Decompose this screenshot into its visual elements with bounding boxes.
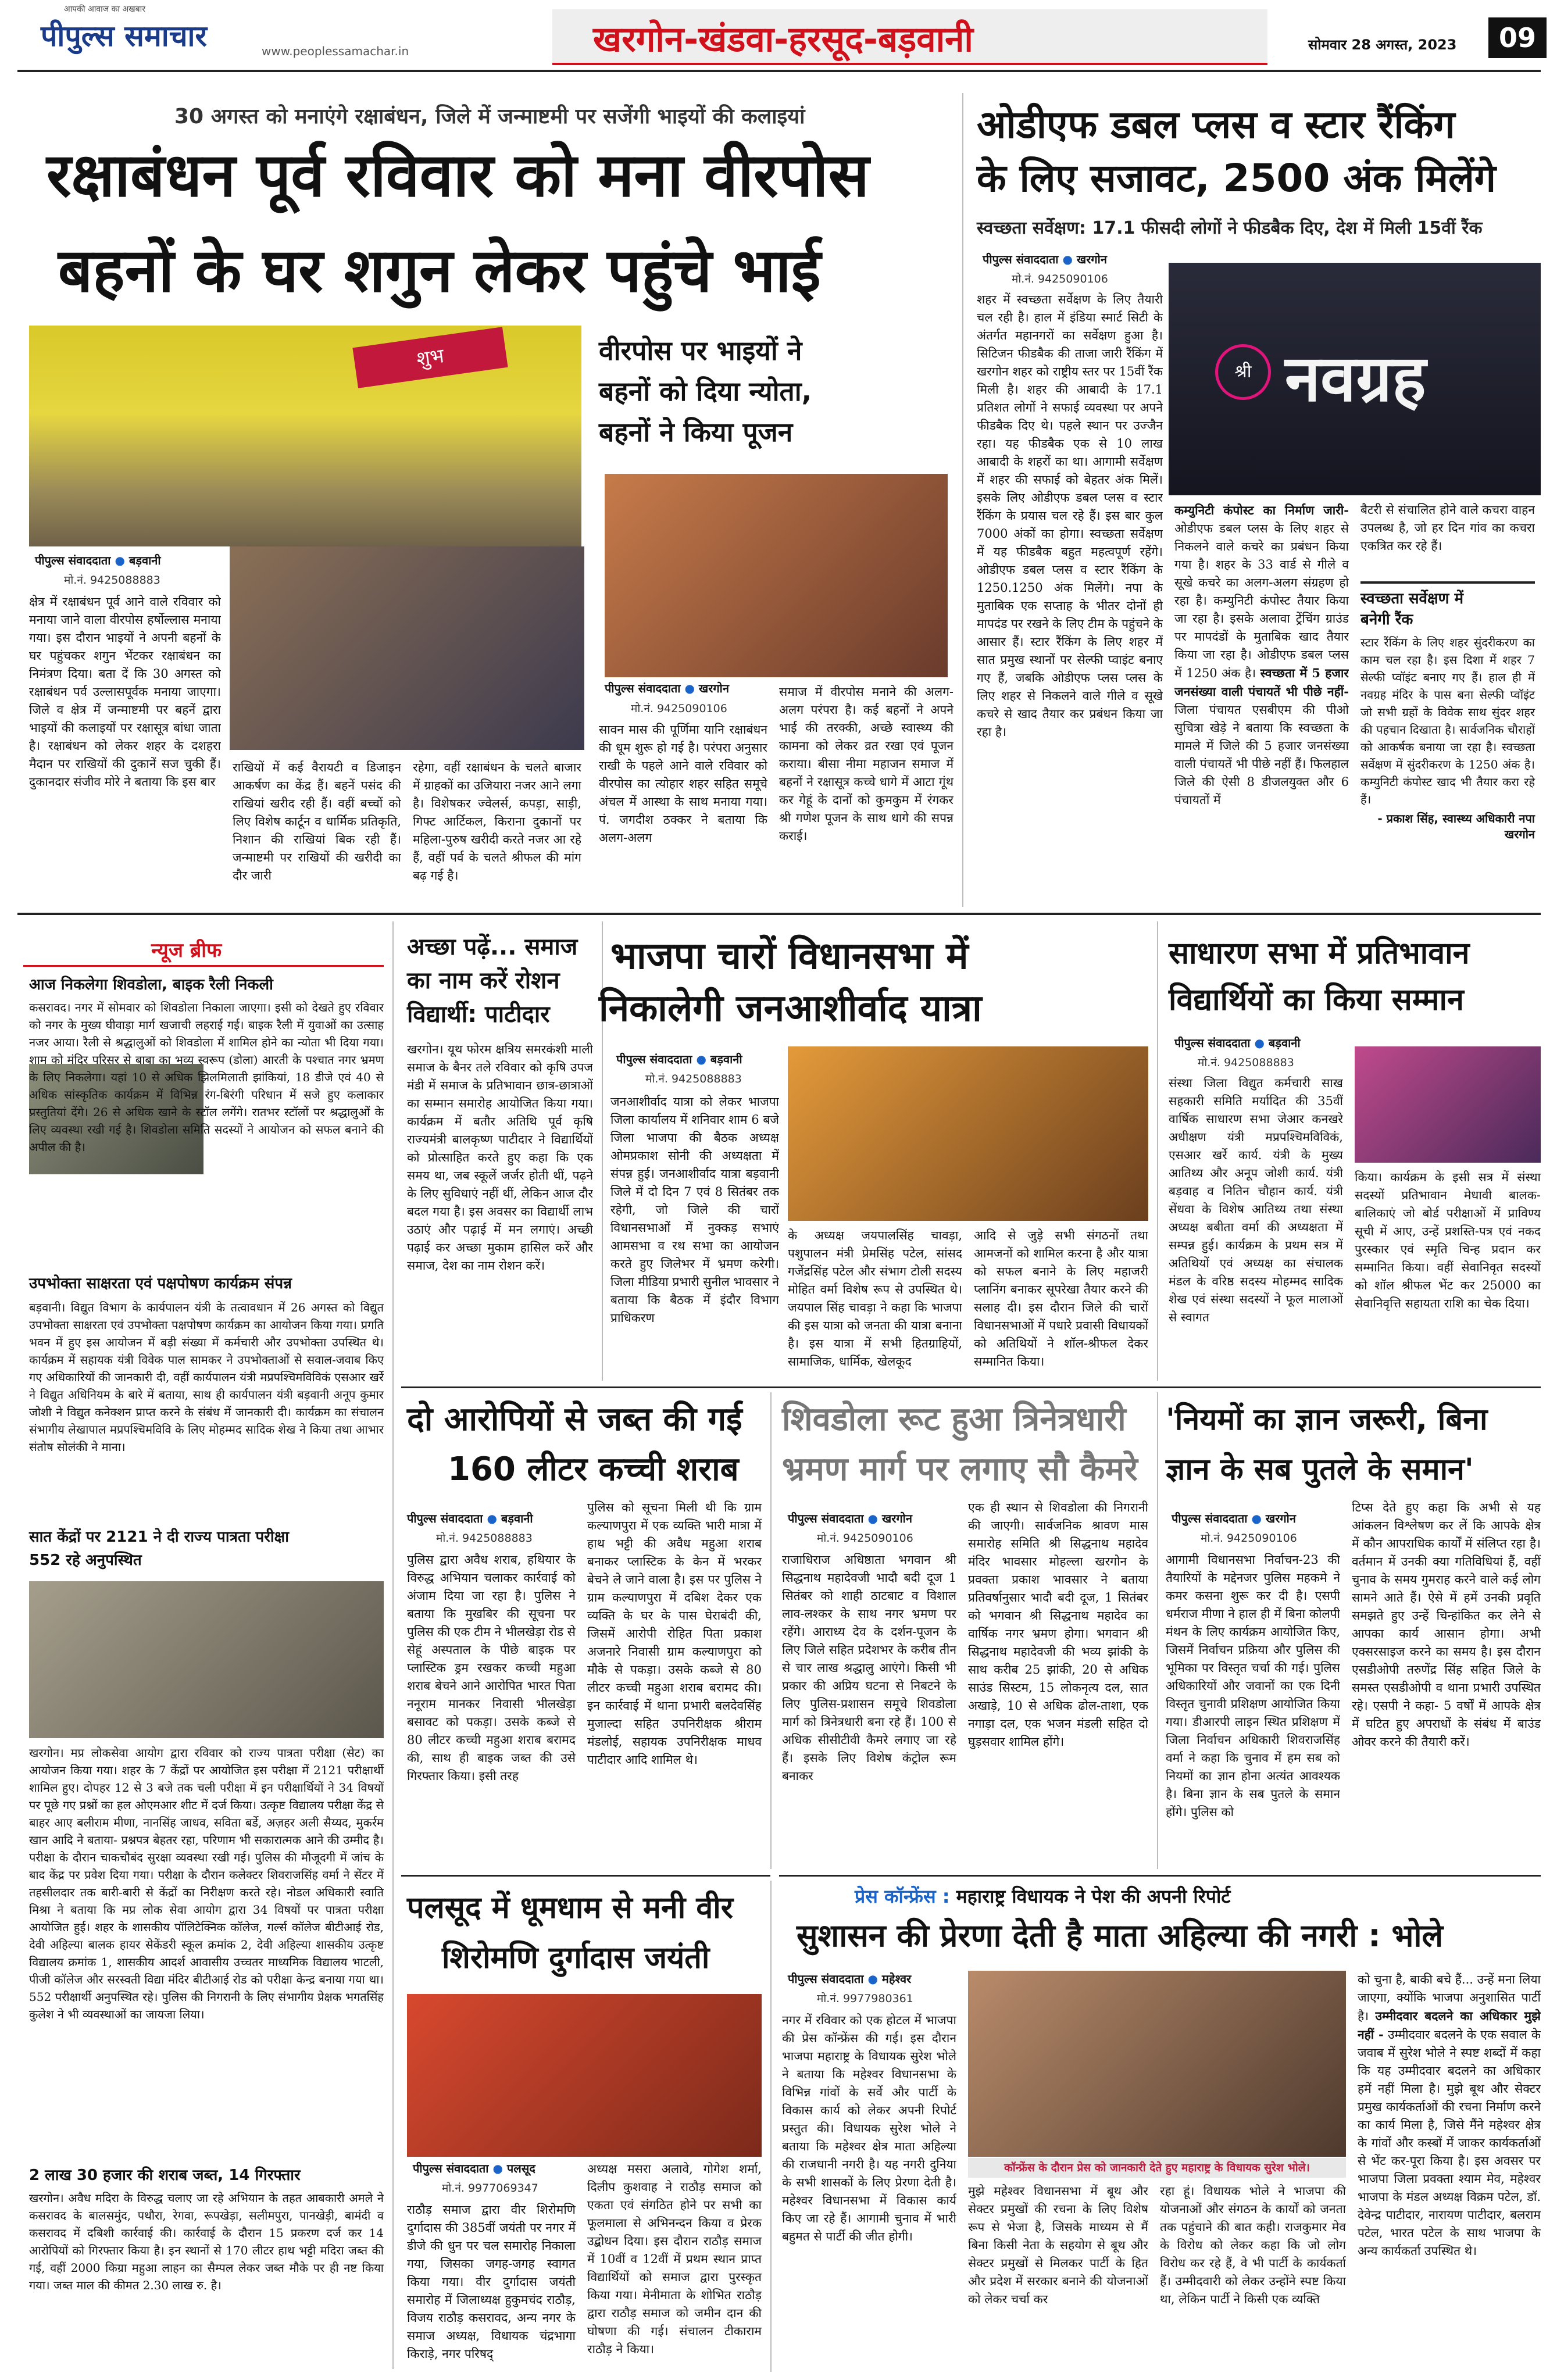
story1-body-col1: क्षेत्र में रक्षाबंधन पूर्व आने वाले रविवार को मनाया जाने वाला वीरपोस हर्षोल्लास मनाया गया। इस दौरान भाइयों ने अपनी बहनों के घर पहुंचकर शगुन भेंटकर रक्षाबंधन का निमंत्रण दिया। बता दें कि 30 अगस्त को रक्षाबंधन पर्व उल्लासपूर्वक मनाया जाएगा। जिले व क्षेत्र में जन्माष्टमी पर बहनें द्वारा भाइयों की कलाइयों पर रक्षासूत्र बांधा जाता है। रक्षाबंधन को लेकर शहर के दशहरा मैदान पर राखियों की दुकानें सज चुकी हैं। दुकानदार संजीव मोरे ने बताया कि इस बार	[29, 595, 221, 789]
story9-title-line2: शिरोमणि दुर्गादास जयंती	[442, 1941, 710, 1975]
story2-title-line1: ओडीएफ डबल प्लस व स्टार रैंकिंग	[977, 102, 1455, 147]
column-divider	[1157, 921, 1158, 1381]
story1-byline	[35, 552, 161, 568]
story6-mobile: मो.नं. 9425088883	[436, 1532, 533, 1545]
brief-p2: बड़वानी। विद्युत विभाग के कार्यपालन यंत्री के तत्वावधान में 26 अगस्त को विद्युत उपभोक्ता साक्षरता एवं उपभोक्ता पक्षपोषण कार्यक्रम का आयोजन किया गया। प्रगति भवन में हुए इस आयोजन में बड़ी संख्या में कर्मचारी और उपभोक्ता उपस्थित थे। कार्यक्रम में सहायक यंत्री विवेक पाल सामकर ने उपभोक्ताओं से सवाल-जवाब किए गए अधिकारियों की जानकारी दी, वहीं कार्यपालन यंत्री मप्रपश्चिमविविकं एसआर खर्रे ने विद्युत अधिनियम के बारे में बताया, साथ ही कार्यपालन यंत्री बड़वानी अनूप कुमार जोशी ने विद्युत कनेक्शन प्राप्त करने के संबंध में जानकारी दी। कार्यक्रम का संचालन संभागीय लेखापाल मप्रपश्चिमविवि के लिए मोहम्मद सादिक शेख ने किया तथा आभार संतोष सोलंकी ने माना।	[29, 1300, 384, 1454]
edition-title: खरगोन-खंडवा-हरसूद-बड़वानी	[593, 19, 973, 60]
story1-photo-sign: शुभ	[352, 327, 508, 388]
story10-title: सुशासन की प्रेरणा देती है माता अहिल्या की नगरी : भोले	[797, 1917, 1444, 1954]
story10-byline-place: महेश्वर	[881, 1972, 912, 1986]
story8-byline-place: खरगोन	[1265, 1511, 1296, 1525]
column-divider	[1157, 1392, 1158, 1869]
story5-byline	[1174, 1035, 1301, 1050]
column-divider	[770, 1392, 772, 1869]
story2-byline-name: पीपुल्स संवाददाता	[983, 252, 1059, 266]
story2-photo-navgrah	[1169, 263, 1541, 495]
story2-body-col2	[1174, 501, 1349, 908]
story1-sub-title-line1: वीरपोस पर भाइयों ने	[599, 335, 802, 366]
story8-mobile: मो.नं. 9425090106	[1201, 1532, 1297, 1545]
story7-byline-place: खरगोन	[881, 1511, 912, 1525]
story2-photo-sign-prefix: श्री	[1215, 344, 1271, 400]
story1-photo-stall	[29, 326, 581, 546]
story2-body-col2b: ओडीएफ डबल प्लस के लिए शहर से निकलने वाले कचरे का प्रबंधन किया गया है। शहर के 33 वार्ड से गीले व सूखे कचरे का अलग-अलग संग्रहण हो रहा है। कम्युनिटी कंपोस्ट तैयार किया जा रहा है। इसके अलावा ट्रेंचिंग ग्राउंड पर मापदंडों के मुताबिक खाद तैयार किया जा रहा है। ओडीएफ डबल प्लस में 1250 अंक है।	[1174, 521, 1349, 680]
story8-body-col2: टिप्स देते हुए कहा कि अभी से यह आंकलन विश्लेषण कर लें कि आपके क्षेत्र में कौन आपराधिक कार्यों में संलिप्त रहा है। वर्तमान में उनकी क्या गतिविधियां हैं, वहीं चुनाव के समय गुमराह करने वाले कई लोग सामने आते हैं। ऐसे में हमें उनकी प्रवृति समझते हुए उन्हें चिन्हांकित कर लेने से आपका कार्य आसान होगा। अभी एक्सरसाइज करने का समय है। इस दौरान एसडीओपी तरुणेंद्र सिंह सहित जिले के समस्त एसडीओपी व थाना प्रभारी उपस्थित रहे। एसपी ने कहा- 5 वर्षों में आपके क्षेत्र में घटित हुए अपराधों के संबंध में बाउंड ओवर करने की तैयारी करें।	[1352, 1500, 1541, 1749]
column-divider	[962, 93, 963, 907]
byline-dot-icon: ●	[1254, 1036, 1265, 1050]
story10-body-col4	[1358, 1971, 1541, 2372]
story5-photo	[1355, 1046, 1541, 1163]
story1-mobile: मो.नं. 9425088883	[64, 574, 160, 587]
story2-byline	[983, 251, 1107, 267]
story9-byline-name: पीपुल्स संवाददाता	[413, 2161, 489, 2175]
story2-deck: स्वच्छता सर्वेक्षण: 17.1 फीसदी लोगों ने फीडबैक दिए, देश में मिली 15वीं रैंक	[977, 218, 1483, 238]
story1-body-col2: राखियों में कई वैरायटी व डिजाइन आकर्षण का केंद्र हैं। बहनें पसंद की राखियां खरीद रही हैं। वहीं बच्चों को लिए विशेष कार्टून व धार्मिक प्रतिकृति, निशान की राखियां बिक रही हैं। जन्माष्टमी पर राखियों की खरीदी का दौर जारी	[233, 760, 401, 882]
masthead-url[interactable]: www.peoplessamachar.in	[262, 44, 409, 58]
story6-title-line2: 160 लीटर कच्ची शराब	[448, 1450, 739, 1488]
brief-h3b: 552 रहे अनुपस्थित	[29, 1552, 142, 1569]
story7-body-col1: राजाधिराज अधिष्ठाता भगवान श्री सिद्धनाथ महादेवजी भादौ बदी दूज 1 सितंबर को शाही ठाटबाट व विशाल लाव-लश्कर के साथ नगर भ्रमण पर रहेंगे। आराध्य देव के दर्शन-पूजन के लिए जिले सहित प्रदेशभर के करीब तीन से चार लाख श्रद्धालु आएंगे। किसी भी प्रकार की अप्रिय घटना से निबटने के लिए पुलिस-प्रशासन समूचे शिवडोला मार्ग को त्रिनेत्रधारी बना रहे हैं। 100 से अधिक सीसीटीवी कैमरे लगाए जा रहे हैं। इसके लिए विशेष कंट्रोल रूम बनाकर	[782, 1553, 956, 1783]
story7-mobile: मो.नं. 9425090106	[817, 1532, 913, 1545]
story1-body-col3: रहेगा, वहीं रक्षाबंधन के चलते बाजार में ग्राहकों का उजियारा नजर आने लगा है। विशेषकर ज्वेलर्स, कपड़ा, साड़ी, गिफ्ट आर्टिकल, किराना दुकानों पर महिला-पुरुष खरीदी करते नजर आ रहे हैं, वहीं पर्व के चलते श्रीफल की मांग बढ़ गई है।	[413, 760, 581, 882]
story5-body-col1: संस्था जिला विद्युत कर्मचारी साख सहकारी समिति मर्यादित की 35वीं वार्षिक साधारण सभा जेआर कनखरे अधीक्षण यंत्री मप्रपश्चिमविविकं, एसआर खर्रे कार्य. यंत्री के मुख्य आतिथ्य और अनूप जोशी कार्य. यंत्री बड़वाह व नितिन चौहान कार्य. यंत्री सेंधवा के विशेष आतिथ्य तथा संस्था अध्यक्ष बबीता वर्मा की अध्यक्षता में सम्पन्न हुई। कार्यक्रम के प्रथम सत्र में अतिथियों एवं अध्यक्ष का संचालक मंडल के वरिष्ठ सदस्य मोहम्मद सादिक शेख एवं संस्था सदस्यों ने फूल मालाओं से स्वागत	[1169, 1076, 1343, 1324]
story6-byline-name: पीपुल्स संवाददाता	[407, 1511, 483, 1525]
story2-box	[1360, 581, 1535, 906]
story2-mobile: मो.नं. 9425090106	[1012, 273, 1108, 285]
masthead	[0, 0, 1557, 69]
byline-dot-icon: ●	[492, 2161, 503, 2175]
byline-dot-icon: ●	[684, 681, 695, 695]
story3-body: खरगोन। यूथ फोरम क्षत्रिय समरकंशी माली समाज के बैनर तले रविवार को कृषि उपज मंडी में समाज के प्रतिभावान छात्र-छात्राओं का सम्मान समारोह आयोजित किया गया। कार्यक्रम में बतौर अतिथि पूर्व कृषि राज्यमंत्री बालकृष्ण पाटीदार ने विद्यार्थियों को प्रोत्साहित करते हुए कहा कि एक समय था, जब स्कूलें जर्जर होती थीं, पढ़ने के लिए सुविधाएं नहीं थीं, लेकिन आज दौर बदल गया है। इस अवसर का विद्यार्थी लाभ उठाएं और पढ़ाई में मन लगाएं। अच्छी पढ़ाई कर अच्छा मुकाम हासिल करें और समाज, देश का नाम रोशन करें।	[407, 1042, 593, 1273]
byline-dot-icon: ●	[1251, 1511, 1262, 1525]
story2-byline-place: खरगोन	[1076, 252, 1107, 266]
story4-body-col2: के अध्यक्ष जयपालसिंह चावड़ा, पशुपालन मंत्री प्रेमसिंह पटेल, सांसद गजेंद्रसिंह पटेल और संभाग टोली सदस्य मोहित वर्मा विशेष रूप से उपस्थित थे। जयपाल सिंह चावड़ा ने कहा कि भाजपा की इस यात्रा को जनता की यात्रा बनाना है। इस यात्रा में सभी हितग्राहियों, सामाजिक, धार्मिक, खेलकूद	[788, 1228, 962, 1368]
story5-title-line2: विद्यार्थियों का किया सम्मान	[1169, 982, 1464, 1017]
story6-body-col1: पुलिस द्वारा अवैध शराब, हथियार के विरुद्ध अभियान चलाकर कार्रवाई को अंजाम दिया जा रहा है। पुलिस ने बताया कि मुखबिर की सूचना पर पुलिस की एक टीम ने भीलखेड़ा रोड से सेहूं अस्पताल के पीछे बाइक पर प्लास्टिक ड्रम रखकर कच्ची महुआ शराब बेचने आने आरोपित भारत पिता ननूराम मानकर निवासी भीलखेड़ा बसावट को पकड़ा। उसके कब्जे से 80 लीटर कच्ची महुआ शराब बरामद की, साथ ही बाइक जब्त की उसे गिरफ्तार किया। इसी तरह	[407, 1553, 576, 1783]
story9-byline-place: पलसूद	[506, 2161, 535, 2175]
story1-sub-title-line2: बहनों को दिया न्योता,	[599, 376, 812, 407]
page-number: 09	[1488, 17, 1547, 58]
story10-photo	[968, 1971, 1346, 2157]
story5-body-col2: किया। कार्यक्रम के इसी सत्र में संस्था सदस्यों प्रतिभावान मेधावी बालक-बालिकाएं जो बोर्ड परीक्षाओं में प्राविण्य सूची में आए, उन्हें प्रशस्ति-पत्र एवं नकद पुरस्कार एवं स्मृति चिन्ह प्रदान कर सम्मानित किया। वहीं सेवानिवृत सदस्यों को शॉल श्रीफल भेंट कर 25000 का सेवानिवृत्ति सहायता राशि का चेक दिया।	[1355, 1170, 1541, 1310]
story10-body-col4a: को चुना है, बाकी बचे हैं... उन्हें मना लिया जाएगा, क्योंकि भाजपा अनुशासित पार्टी है।	[1358, 1972, 1541, 2023]
story6-title-line1: दो आरोपियों से जब्त की गई	[407, 1400, 742, 1438]
story1-sub-byline-place: खरगोन	[698, 681, 729, 695]
byline-dot-icon: ●	[867, 1972, 878, 1986]
story2-box-sign: - प्रकाश सिंह, स्वास्थ्य अधिकारी नपा खरगोन	[1377, 812, 1535, 841]
story2-sub1: कम्युनिटी कंपोस्ट का निर्माण जारी-	[1174, 503, 1349, 517]
story5-byline-place: बड़वानी	[1268, 1036, 1301, 1050]
story10-body-col2: मुझे महेश्वर विधानसभा में बूथ और सेक्टर प्रमुखों की रचना के लिए विशेष रूप से भेजा है, जिसके माध्यम से मैं बिना किसी नेता के सहयोग से बूथ और सेक्टर प्रमुखों से मिलकर पार्टी के हित और प्रदेश में सरकार बनाने की योजनाओं को लेकर चर्चा कर	[968, 2184, 1148, 2306]
story10-kicker	[855, 1884, 1230, 1909]
section-rule	[779, 1875, 1541, 1877]
story10-sub: उम्मीदवार बदलने का अधिकार मुझे नहीं -	[1358, 2009, 1541, 2042]
column-divider	[770, 1881, 772, 2372]
story4-title-line2: निकालेगी जनआशीर्वाद यात्रा	[599, 987, 982, 1030]
story2-title-line2: के लिए सजावट, 2500 अंक मिलेंगे	[977, 156, 1496, 201]
story10-kicker-label: प्रेस कॉन्फ्रेंस :	[855, 1885, 950, 1907]
story4-title-line1: भाजपा चारों विधानसभा में	[610, 935, 969, 978]
story2-box-title-line2: बनेगी रैंक	[1360, 611, 1413, 628]
story4-byline-place: बड़वानी	[710, 1052, 742, 1066]
section-rule	[401, 1386, 1541, 1388]
story10-mobile: मो.नं. 9977980361	[817, 1992, 913, 2005]
story2-body-col3: बैटरी से संचालित होने वाले कचरा वाहन उपलब्ध है, जो हर दिन गांव का कचरा एकत्रित कर रहे हैं।	[1360, 503, 1535, 553]
story5-mobile: मो.नं. 9425088883	[1198, 1056, 1294, 1069]
story2-body-col2d: जिला पंचायत एसबीएम की पीओ सुचित्रा खेड़े ने बताया कि स्वच्छता के मामले में जिले की 5 हजार जनसंख्या वाली पंचायतें भी पीछे नहीं हैं। फिलहाल जिले की ऐसी 8 डीजलयुक्त और 6 पंचायतों में	[1174, 703, 1349, 807]
story2-photo-sign: नवग्रह	[1285, 341, 1426, 416]
story10-body-col1: नगर में रविवार को एक होटल में भाजपा की प्रेस कॉन्फ्रेंस की गई। इस दौरान भाजपा महाराष्ट्र के विधायक सुरेश भोले ने बताया कि महेश्वर विधानसभा के विभिन्न गांवों के सर्वे और पार्टी के विकास कार्य को लेकर अपनी रिपोर्ट प्रस्तुत की। विधायक सुरेश भोले ने बताया कि महेश्वर क्षेत्र माता अहिल्या की राजधानी नगरी है। यह नगरी दुनिया के सभी शासकों के लिए प्रेरणा देती है। महेश्वर विधानसभा में विकास कार्य किए जा रहे हैं। आगामी चुनाव में भारी बहुमत से पार्टी की जीत होगी।	[782, 2013, 956, 2243]
news-brief-bar	[23, 930, 384, 967]
brief-photo-exam	[29, 1581, 384, 1738]
section-rule	[401, 1875, 770, 1877]
story8-byline-name: पीपुल्स संवाददाता	[1172, 1511, 1248, 1525]
story10-body-col3: रहा हूं। विधायक भोले ने भाजपा की योजनाओं और संगठन के कार्यों को जनता तक पहुंचाने की बात कही। राजकुमार मेव के विरोध को लेकर कहा कि जो लोग विरोध कर रहे हैं, वे भी पार्टी के कार्यकर्ता हैं। उम्मीदवारी को लेकर उन्होंने स्पष्ट किया था, लेकिन पार्टी ने किसी एक व्यक्ति	[1160, 2184, 1346, 2306]
story7-byline	[788, 1510, 912, 1526]
story1-sub-byline-name: पीपुल्स संवाददाता	[605, 681, 681, 695]
news-brief-label: न्यूज ब्रीफ	[151, 939, 222, 962]
story1-title-line2: बहनों के घर शगुन लेकर पहुंचे भाई	[58, 235, 821, 306]
byline-dot-icon: ●	[115, 553, 125, 567]
story7-title-line2: भ्रमण मार्ग पर लगाए सौ कैमरे	[782, 1450, 1138, 1488]
story2-box-body: स्टार रैंकिंग के लिए शहर सुंदरीकरण का काम चल रहा है। इस दिशा में शहर 7 सेल्फी प्वॉइंट बनाए गए हैं। हाल ही में नवग्रह मंदिर के पास बना सेल्फी प्वॉइंट जो सभी ग्रहों के विवेक साथ सुंदर शहर की पहचान दिखाता है। सार्वजनिक चौराहों को आकर्षक बनाया जा रहा है। स्वच्छता सर्वेक्षण में सुंदरीकरण के 1250 अंक है। कम्युनिटी कंपोस्ट खाद भी तैयार करा रहे हैं।	[1360, 635, 1535, 806]
story3-title-line2: का नाम करें रोशन	[407, 967, 560, 994]
story1-sub-body2: समाज में वीरपोस मनाने की अलग-अलग परंपरा है। कई बहनों ने अपने भाई की तरक्की, अच्छे स्वास्थ्य की कामना को लेकर व्रत रखा एवं पूजन कराया। बीसा नीमा महाजन समाज में बहनों ने रक्षासूत्र कच्चे धागे में आटा गूंथ कर गेहूं के दानों को कुमकुम में रंगकर श्री गणेश पूजन के साथ धागे की सपन्न कराई।	[779, 685, 954, 843]
masthead-logo: पीपुल्स समाचार	[41, 19, 207, 53]
brief-h2: उपभोक्ता साक्षरता एवं पक्षपोषण कार्यक्रम संपन्न	[29, 1275, 292, 1292]
story4-byline-name: पीपुल्स संवाददाता	[616, 1052, 692, 1066]
story4-body-col1: जनआशीर्वाद यात्रा को लेकर भाजपा जिला कार्यालय में शनिवार शाम 6 बजे जिला भाजपा की बैठक अध्यक्ष ओमप्रकाश सोनी की अध्यक्षता में संपन्न हुई। जनआशीर्वाद यात्रा बड़वानी जिले में दो दिन 7 एवं 8 सितंबर तक रहेगी, जो जिले की चारों विधानसभाओं में नुक्कड़ सभाएं आमसभा व रथ सभा का आयोजन करते हुए जिलेभर में भ्रमण करेगी। जिला मीडिया प्रभारी सुनील भावसार ने बताया कि बैठक में इंदौर विभाग प्राधिकरण	[610, 1095, 779, 1325]
column-divider	[392, 921, 394, 2369]
brief-h3a: सात केंद्रों पर 2121 ने दी राज्य पात्रता परीक्षा	[29, 1528, 290, 1546]
byline-dot-icon: ●	[487, 1511, 497, 1525]
story4-byline	[616, 1051, 742, 1067]
story3-title-line3: विद्यार्थी: पाटीदार	[407, 1001, 550, 1028]
story8-title-line1: 'नियमों का ज्ञान जरूरी, बिना	[1166, 1402, 1488, 1437]
story8-body-col1: आगामी विधानसभा निर्वाचन-23 की तैयारियों के मद्देनजर पुलिस महकमे ने कमर कसना शुरू कर दी है। एसपी धर्मराज मीणा ने हाल ही में बिना कोलपी मंथन के लिए कार्यक्रम आयोजित किए, जिसमें निर्वाचन प्रक्रिया और पुलिस की भूमिका पर विस्तृत चर्चा की गई। पुलिस अधिकारियों और जवानों का एक दिनी विस्तृत चुनावी प्रशिक्षण आयोजित किया गया। डीआरपी लाइन स्थित प्रशिक्षण में जिला निर्वाचन अधिकारी शिवराजसिंह वर्मा ने कहा कि चुनाव में हम सब को नियमों का ज्ञान होना अत्यंत आवश्यक है। बिना ज्ञान के सब पुतले के समान होंगे। पुलिस को	[1166, 1553, 1340, 1819]
story7-body-col2: एक ही स्थान से शिवडोला की निगरानी की जाएगी। सार्वजनिक श्रावण मास समारोह समिति श्री सिद्धनाथ महादेव मंदिर भावसार मोहल्ला खरगोन के प्रवक्ता प्रकाश भावसार ने बताया प्रतिवर्षानुसार भादौ बदी दूज, 1 सितंबर को भगवान श्री सिद्धनाथ महादेव का वार्षिक नगर भ्रमण होगा। भगवान श्री सिद्धनाथ महादेवजी की भव्य झांकी के साथ करीब 25 झांकी, 20 से अधिक साउंड सिस्टम, 15 लोकनृत्य दल, सात अखाड़े, 10 से अधिक ढोल-ताशा, एक नगाड़ा दल, एक भजन मंडली सहित दो घुड़सवार शामिल होंगे।	[968, 1500, 1148, 1749]
brief-h1: आज निकलेगा शिवडोला, बाइक रैली निकली	[29, 976, 273, 994]
story9-body-col1: राठौड़ समाज द्वारा वीर शिरोमणि दुर्गादास की 385वीं जयंती पर नगर में डीजे की धुन पर चल समारोह निकाला गया, जिसका जगह-जगह स्वागत किया गया। वीर दुर्गादास जयंती समारोह में जिलाध्यक्ष हुकुमचंद राठौड़, विजय राठौड़ कसरावद, अन्य नगर के समाज अध्यक्ष, विधायक चंद्रभागा किराड़े, नगर परिषद्	[407, 2203, 576, 2361]
story1-sub-photo	[605, 474, 948, 677]
story9-photo	[407, 1994, 762, 2157]
story3-title-line1: अच्छा पढ़ें... समाज	[407, 934, 578, 960]
story5-title-line1: साधारण सभा में प्रतिभावान	[1169, 936, 1470, 971]
story9-byline	[413, 2160, 535, 2176]
story1-sub-byline	[605, 680, 729, 696]
story8-byline	[1172, 1510, 1296, 1526]
story10-kicker-text: महाराष्ट्र विधायक ने पेश की अपनी रिपोर्ट	[956, 1885, 1231, 1907]
story1-sub-mobile: मो.नं. 9425090106	[631, 702, 727, 715]
story1-byline-name: पीपुल्स संवाददाता	[35, 553, 111, 567]
story1-sub-body1: सावन मास की पूर्णिमा यानि रक्षाबंधन की धूम शुरू हो गई है। परंपरा अनुसार राखी के पहले आने वाले रविवार को वीरपोस का त्योहार शहर सहित समूचे अंचल में आस्था के साथ मनाया गया। पं. जगदीश ठक्कर ने बताया कि अलग-अलग	[599, 723, 767, 845]
story5-byline-name: पीपुल्स संवाददाता	[1174, 1036, 1251, 1050]
story10-byline-name: पीपुल्स संवाददाता	[788, 1972, 864, 1986]
story1-sub-title-line3: बहनों ने किया पूजन	[599, 416, 793, 448]
story1-kicker: 30 अगस्त को मनाएंगे रक्षाबंधन, जिले में जन्माष्टमी पर सजेंगी भाइयों की कलाइयां	[174, 105, 805, 128]
story4-photo	[788, 1046, 1148, 1221]
story6-byline-place: बड़वानी	[501, 1511, 533, 1525]
story9-mobile: मो.नं. 9977069347	[442, 2182, 538, 2195]
byline-dot-icon: ●	[696, 1052, 706, 1066]
story10-body-col4c: उम्मीदवार बदलने के एक सवाल के जवाब में सुरेश भोले ने स्पष्ट शब्दों में कहा कि यह उम्मीदवार बदलने का अधिकार हमें नहीं मिला है। मुझे बूथ और सेक्टर प्रमुख कार्यकर्ताओं की रचना निर्माण करने का कार्य मिला है, जिसे मैंने महेश्वर क्षेत्र के गांवों और कस्बों में जाकर कार्यकर्ताओं से भेंट कर-पूरा किया है। इस अवसर पर भाजपा जिला प्रवक्ता श्याम मेव, महेश्वर भाजपा के मंडल अध्यक्ष विक्रम पटेल, डॉ. देवेन्द्र पाटीदार, नारायण पाटीदार, बलराम पटेल, भारत पटेल के साथ भाजपा के अन्य कार्यकर्ता उपस्थित थे।	[1358, 2028, 1541, 2258]
byline-dot-icon: ●	[867, 1511, 878, 1525]
masthead-rule	[17, 70, 1541, 72]
story6-body-col2: पुलिस को सूचना मिली थी कि ग्राम कल्याणपुरा में एक व्यक्ति भारी मात्रा में हाथ भट्टी की अवैध महुआ शराब बनाकर प्लास्टिक के केन में भरकर बेचने ले जाने वाला है। इस पर पुलिस ने ग्राम कल्याणपुरा में दबिश देकर एक व्यक्ति के घर के पास घेराबंदी की, जिसमें आरोपी रोहित पिता प्रकाश अजनारे निवासी ग्राम कल्याणपुरा को मौके से पकड़ा। उसके कब्जे से 80 लीटर कच्ची महुआ शराब बरामद की। इन कार्रवाई में थाना प्रभारी बलदेवसिंह मुजाल्दा सहित उपनिरीक्षक श्रीराम मंडलोई, सहायक उपनिरीक्षक माधव पाटीदार आदि शामिल थे।	[587, 1500, 762, 1767]
brief-p4: खरगोन। अवैध मदिरा के विरुद्ध चलाए जा रहे अभियान के तहत आबकारी अमले ने कसरावद के बालसमुंद, पथौरा, रेगवा, रूपखेड़ा, सलीमपुरा, पानखेड़ी, बामंदी व कसरावद में दबिशी कार्रवाई की। कार्रवाई के दौरान 15 प्रकरण दर्ज कर 14 आरोपियों को गिरफ्तार किया है। इन स्थानों से 170 लीटर हाथ भट्टी मदिरा जब्त की गई, वहीं 2000 किग्रा महुआ लाहन का सैम्पल लेकर जब्त मौके पर ही नष्ट किया गया। जब्त माल की कीमत 2.30 लाख रु. है।	[29, 2191, 384, 2292]
story6-byline	[407, 1510, 533, 1526]
story9-body-col2: अध्यक्ष मसरा अलावे, गोगेश शर्मा, दिलीप कुशवाह ने राठौड़ समाज को एकता एवं संगठित होने पर सभी का फूलमाला से अभिनन्दन किया व प्रेरक उद्बोधन दिया। इस दौरान राठौड़ समाज में 10वीं व 12वीं में प्रथम स्थान प्राप्त विद्यार्थियों को समाज द्वारा पुरस्कृत किया गया। मेनीमाता के शोभित राठौड़ द्वारा राठौड़ समाज को जमीन दान की घोषणा की गई। संचालन टीकाराम राठौड़ ने किया।	[587, 2162, 762, 2356]
byline-dot-icon: ●	[1062, 252, 1073, 266]
story7-byline-name: पीपुल्स संवाददाता	[788, 1511, 864, 1525]
section-rule	[17, 913, 1541, 915]
story8-title-line2: ज्ञान के सब पुतले के समान'	[1166, 1452, 1474, 1487]
story2-body-col1: शहर में स्वच्छता सर्वेक्षण के लिए तैयारी चल रही है। हाल में इंडिया स्मार्ट सिटी के अंतर्गत महानगरों का सर्वेक्षण हुआ है। सिटिजन फीडबैक की ताजा जारी रैंकिंग में खरगोन शहर को राष्ट्रीय स्तर पर 15वीं रैंक मिली है। शहर की आबादी के 17.1 प्रतिशत लोगों ने सफाई व्यवस्था पर अपने फीडबैक दिए थे। पहले स्थान पर उज्जैन रहा। यह फीडबैक एक से 10 लाख आबादी के शहरों का था। आगामी सर्वेक्षण में शहर की सफाई को बेहतर अंक मिलें। इसके लिए ओडीएफ डबल प्लस व स्टार रैंकिंग के प्रयास चल रहे हैं। इस बार कुल 7000 अंकों का होगा। स्वच्छता सर्वेक्षण में यह फीडबैक बहुत महत्वपूर्ण रहेंगे। ओडीएफ डबल प्लस व स्टार रैंकिंग के 1250.1250 अंक मिलेंगे। नपा के मुताबिक एक सप्ताह के भीतर दोनों ही मापदंड पर रखने के लिए टीम के पहुंचने के आसार हैं। स्टार रैंकिंग के लिए शहर में सात प्रमुख स्थानों पर सेल्फी प्वाइंट बनाए गए हैं, जबकि ओडीएफ प्लस प्लस के लिए शहर से निकलने वाले गीले व सूखे कचरे से खाद तैयार कर प्रबंधन किया जा रहा है।	[977, 292, 1163, 739]
story9-title-line1: पलसूद में धूमधाम से मनी वीर	[407, 1891, 734, 1925]
story2-box-title-line1: स्वच्छता सर्वेक्षण में	[1360, 590, 1464, 607]
masthead-date: सोमवार 28 अगस्त, 2023	[1308, 37, 1457, 53]
story2-sub2: स्वच्छता में 5 हजार जनसंख्या वाली पंचायतें भी पीछे नहीं-	[1174, 666, 1349, 699]
story1-title-line1: रक्षाबंधन पूर्व रविवार को मना वीरपोस	[47, 140, 869, 210]
story7-title-line1: शिवडोला रूट हुआ त्रिनेत्रधारी	[782, 1400, 1126, 1438]
story1-photo-family	[230, 546, 584, 750]
story10-caption: कॉन्फ्रेंस के दौरान प्रेस को जानकारी देते हुए महाराष्ट्र के विधायक सुरेश भोले।	[968, 2158, 1346, 2178]
story10-byline	[788, 1971, 911, 1986]
brief-h4: 2 लाख 30 हजार की शराब जब्त, 14 गिरफ्तार	[29, 2167, 301, 2184]
story1-byline-place: बड़वानी	[128, 553, 161, 567]
masthead-logo-tagline: आपकी आवाज का अखबार	[64, 5, 145, 14]
brief-p3: खरगोन। मप्र लोकसेवा आयोग द्वारा रविवार को राज्य पात्रता परीक्षा (सेट) का आयोजन किया गया। शहर के 7 केंद्रों पर आयोजित इस परीक्षा में 2121 परीक्षार्थी शामिल हुए। दोपहर 12 से 3 बजे तक चली परीक्षा में इन परीक्षार्थियों ने 34 विषयों पर पूछे गए प्रश्नों का हल ओएमआर शीट में दर्ज किया। उत्कृष्ट विद्यालय परीक्षा केंद्र से बाहर आए बलीराम मीणा, नानसिंह जाधव, सविता बर्डे, अज़हर अली सैय्यद, मुकर्रम खान आदि ने बताया- प्रश्नपत्र बेहतर रहा, परिणाम भी सकारात्मक आने की उम्मीद है। परीक्षा के दौरान चाकचौबंद सुरक्षा व्यवस्था रखी गई। पुलिस की मौजूदगी में जांच के बाद केंद्र पर प्रवेश दिया गया। परीक्षा के दौरान कलेक्टर शिवराजसिंह वर्मा ने सेंटर में तहसीलदार तक बारी-बारी से केंद्रों का निरीक्षण करते रहे। नोडल अधिकारी स्वाति मिश्रा ने बताया कि मप्र लोक सेवा आयोग द्वारा 34 विषयों पर पात्रता परीक्षा आयोजित हुई। शहर के शासकीय पॉलिटेक्निक कॉलेज, गर्ल्स कॉलेज बीटीआई रोड, देवी अहिल्या बालक हायर सेकेंडरी स्कूल क्रमांक 2, देवी अहिल्या शासकीय उत्कृष्ट विद्यालय क्रमांक 1, शासकीय आदर्श आवासीय उच्चतर माध्यमिक विद्यालय भाटली, पीजी कॉलेज और सरस्वती विद्या मंदिर बीटीआई रोड को परीक्षा केन्द्र बनाया गया था। 552 परीक्षार्थी अनुपस्थित रहे। पुलिस की निगरानी के लिए संभागीय प्रेक्षक भगतसिंह कुलेश ने भी व्यवस्थाओं का जायजा लिया।	[29, 1746, 384, 2021]
story4-body-col3: आदि से जुड़े सभी संगठनों तथा आमजनों को शामिल करना है और यात्रा को सफल बनाने के लिए महाजरी प्लानिंग बनाकर सूपरेखा तैयार करने की सलाह दी। इस दौरान जिले की चारों विधानसभाओं में पधारे प्रवासी विधायकों को अतिथियों ने शॉल-श्रीफल देकर सम्मानित किया।	[974, 1228, 1148, 1368]
story4-mobile: मो.नं. 9425088883	[645, 1073, 742, 1085]
brief-p1: कसरावद। नगर में सोमवार को शिवडोला निकाला जाएगा। इसी को देखते हुए रविवार को नगर के मुख्य घीवाड़ा मार्ग खजाची लहराई गई। बाइक रैली में युवाओं का उत्साह नजर आया। रैली से श्रद्धालुओं को शिवडोला में शामिल होने का न्योता भी दिया गया। शाम को मंदिर परिसर से बाबा का भव्य स्वरूप (डोला) आरती के पश्चात नगर भ्रमण के लिए निकलेगा। यहां 10 से अधिक झिलमिलाती झांकियां, 18 डीजे एवं 40 से अधिक सांस्कृतिक कार्यक्रम में विभिन्न रंग-बिरंगी परिधान में सजे हुए कलाकार प्रस्तुतियां देंगे। 26 से अधिक खाने के स्टॉल लगेंगे। रातभर स्टॉलों पर श्रद्धालुओं के लिए व्यवस्था रखी गई है। शिवडोला समिति सदस्यों ने आयोजन को सफल बनाने की अपील की है।	[29, 1000, 384, 1154]
